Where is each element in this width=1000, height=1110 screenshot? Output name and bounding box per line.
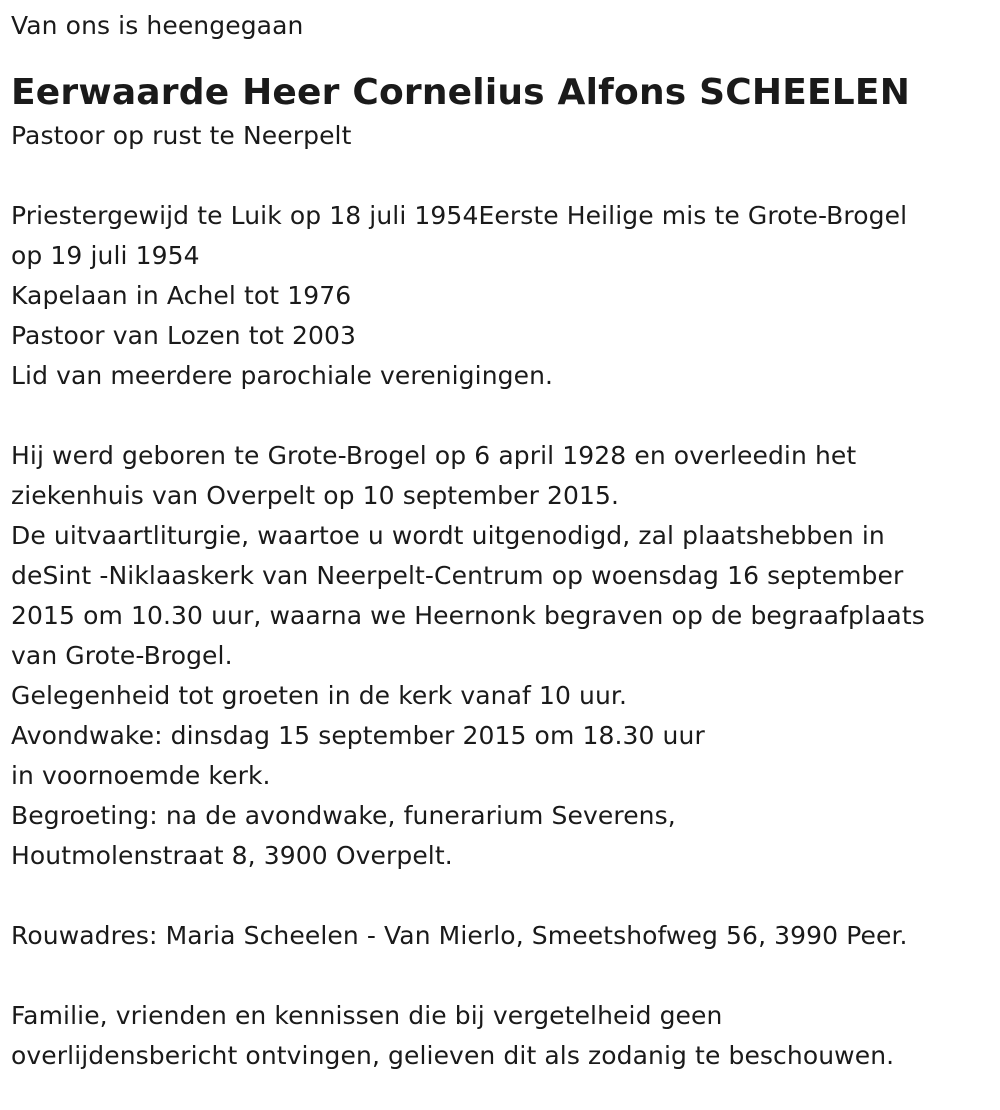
- closing-line: overlijdensbericht ontvingen, gelieven dit als zodanig te beschouwen.: [11, 1041, 895, 1070]
- career-line: Priestergewijd te Luik op 18 juli 1954Eerste Heilige mis te Grote-Brogel: [11, 201, 908, 230]
- spacer: [11, 156, 1000, 196]
- details-line: Gelegenheid tot groeten in de kerk vanaf 10 uur.: [11, 681, 628, 710]
- closing-line: Familie, vrienden en kennissen die bij vergetelheid geen: [11, 1001, 723, 1030]
- details-line: in voornoemde kerk.: [11, 761, 271, 790]
- career-section: [11, 196, 1000, 396]
- deceased-name: Eerwaarde Heer Cornelius Alfons SCHEELEN: [11, 72, 911, 113]
- details-line: Avondwake: dinsdag 15 september 2015 om 18.30 uur: [11, 721, 705, 750]
- details-line: De uitvaartliturgie, waartoe u wordt uitgenodigd, zal plaatshebben in: [11, 521, 885, 550]
- mourning-address: Rouwadres: Maria Scheelen - Van Mierlo, Smeetshofweg 56, 3990 Peer.: [11, 921, 908, 950]
- details-line: Begroeting: na de avondwake, funerarium Severens,: [11, 801, 676, 830]
- deceased-subtitle: Pastoor op rust te Neerpelt: [11, 121, 352, 150]
- closing-section: [11, 996, 1000, 1076]
- intro-text: Van ons is heengegaan: [11, 11, 304, 40]
- details-line: Houtmolenstraat 8, 3900 Overpelt.: [11, 841, 453, 870]
- details-line: deSint -Niklaaskerk van Neerpelt-Centrum op woensdag 16 september: [11, 561, 904, 590]
- details-line: 2015 om 10.30 uur, waarna we Heernonk begraven op de begraafplaats: [11, 601, 925, 630]
- details-section: [11, 436, 1000, 876]
- career-line: Kapelaan in Achel tot 1976: [11, 281, 352, 310]
- career-line: Lid van meerdere parochiale verenigingen.: [11, 361, 554, 390]
- details-line: Hij werd geboren te Grote-Brogel op 6 april 1928 en overleedin het: [11, 441, 857, 470]
- spacer: [11, 396, 1000, 436]
- spacer: [11, 956, 1000, 996]
- career-line: Pastoor van Lozen tot 2003: [11, 321, 356, 350]
- details-line: van Grote-Brogel.: [11, 641, 233, 670]
- details-line: ziekenhuis van Overpelt op 10 september 2015.: [11, 481, 620, 510]
- spacer: [11, 876, 1000, 916]
- career-line: op 19 juli 1954: [11, 241, 200, 270]
